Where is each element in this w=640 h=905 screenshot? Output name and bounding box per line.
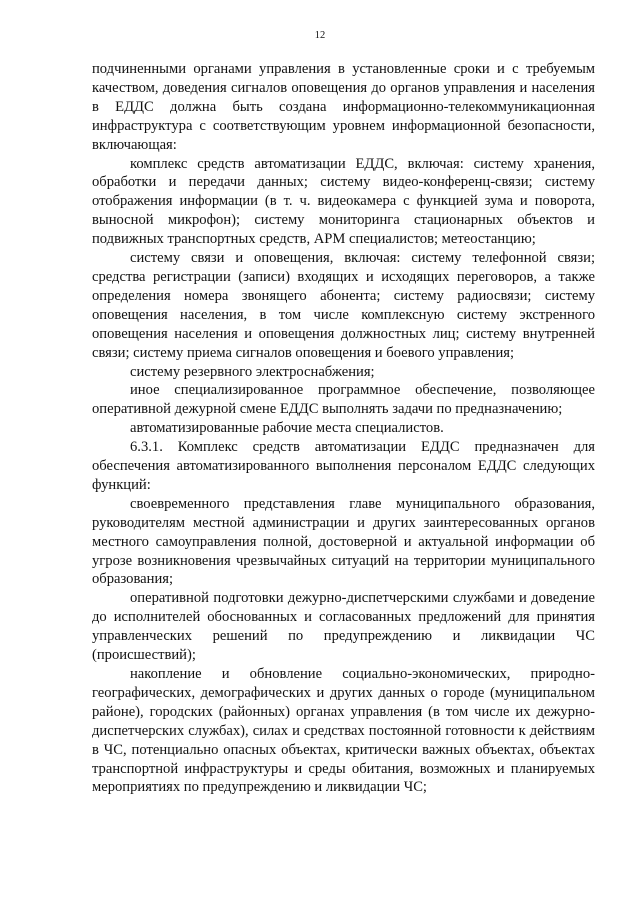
- list-item-workstations: автоматизированные рабочие места специалистов.: [130, 420, 444, 437]
- function-item-data-accumulation: накопление и обновление социально-экономических, природно-географических, демографических и других данных о городе (муниципальном районе), городских (районных) органах управления (в том числе их дежурно-диспетчерских службах), силах и средствах постоянной готовности к действиям в ЧС, потенциально опасных объектах, критически важных объектах, объектах транспортной инфраструктуры и среды обитания, возможных и планируемых мероприятиях по предупреждению и ликвидации ЧС;: [92, 666, 595, 796]
- list-item-automation-complex: комплекс средств автоматизации ЕДДС, включая: систему хранения, обработки и передачи данных; систему видео-конференц-связи; систему отображения информации (в т. ч. видеокамера с функцией зума и поворота, выносной микрофон); систему мониторинга стационарных объектов и подвижных транспортных средств, АРМ специалистов; метеостанцию;: [92, 155, 595, 248]
- document-body: [92, 60, 595, 797]
- function-item-information: своевременного представления главе муниципального образования, руководителям местной администрации и других заинтересованных органов местного самоуправления полной, достоверной и актуальной информации об угрозе возникновения чрезвычайных ситуаций на территории муниципального образования;: [92, 495, 595, 588]
- page-number: 12: [314, 30, 326, 41]
- paragraph-continuation: подчиненными органами управления в установленные сроки и с требуемым качеством, доведения сигналов оповещения до органов управления и населения в ЕДДС должна быть создана информационно-телекоммуникационная инфраструктура с соответствующим уровнем информационной безопасности, включающая:: [92, 61, 595, 153]
- list-item-communication-system: систему связи и оповещения, включая: систему телефонной связи; средства регистрации (записи) входящих и исходящих переговоров, а также определения номера звонящего абонента; систему радиосвязи; систему оповещения населения, в том числе комплексную систему экстренного оповещения населения и оповещения должностных лиц; систему внутренней связи; систему приема сигналов оповещения и боевого управления;: [92, 250, 595, 361]
- function-item-preparation: оперативной подготовки дежурно-диспетчерскими службами и доведение до исполнителей обоснованных и согласованных предложений для принятия управленческих решений по предупреждению и ликвидации ЧС (происшествий);: [92, 590, 595, 664]
- section-6-3-1: 6.3.1. Комплекс средств автоматизации ЕДДС предназначен для обеспечения автоматизированного выполнения персоналом ЕДДС следующих функций:: [92, 439, 595, 493]
- list-item-software: иное специализированное программное обеспечение, позволяющее оперативной дежурной смене ЕДДС выполнять задачи по предназначению;: [92, 382, 595, 418]
- list-item-backup-power: систему резервного электроснабжения;: [130, 363, 375, 380]
